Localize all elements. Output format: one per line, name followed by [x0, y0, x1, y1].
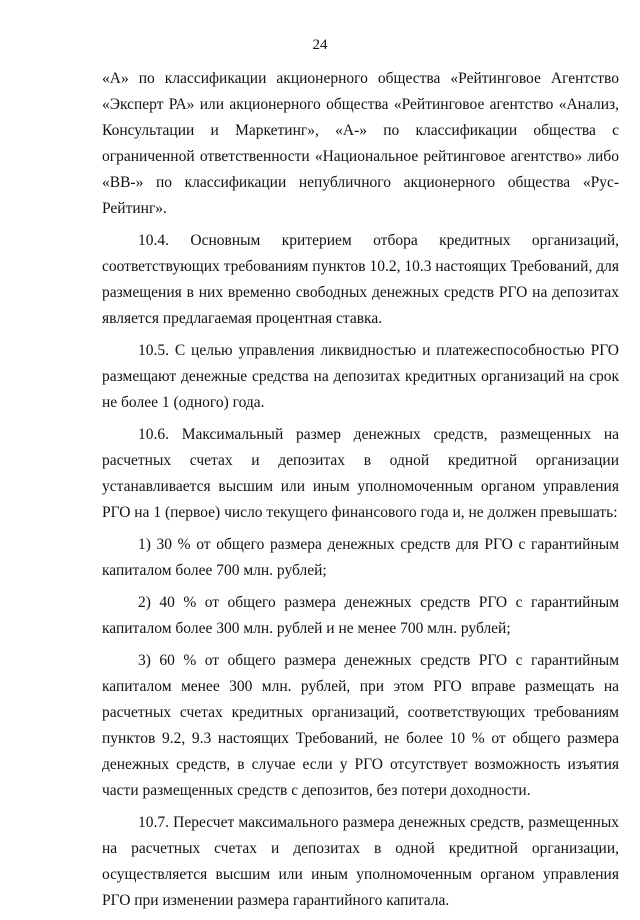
paragraph-10-6: 10.6. Максимальный размер денежных средств, размещенных на расчетных счетах и депозитах в одной кредитной организации устанавливается высшим или иным уполномоченным органом управления РГО на 1 (первое) число текущего финансового года и, не должен превышать: [102, 426, 619, 521]
list-item-10-6-2: 2) 40 % от общего размера денежных средств РГО с гарантийным капиталом более 300 млн. рублей и не менее 700 млн. рублей; [102, 594, 619, 637]
list-item-10-6-1: 1) 30 % от общего размера денежных средств для РГО с гарантийным капиталом более 700 млн. рублей; [102, 536, 619, 579]
document-body [102, 66, 619, 920]
paragraph-10-4: 10.4. Основным критерием отбора кредитных организаций, соответствующих требованиям пунктов 10.2, 10.3 настоящих Требований, для размещения в них временно свободных денежных средств РГО на депозитах является предлагаемая процентная ставка. [102, 232, 619, 327]
paragraph-continuation: «А» по классификации акционерного общества «Рейтинговое Агентство «Эксперт РА» или акционерного общества «Рейтинговое агентство «Анализ, Консультации и Маркетинг», «А-» по классификации общества с ограниченной ответственности «Национальное рейтинговое агентство» либо «ВВ-» по классификации непубличного акционерного общества «Рус-Рейтинг». [102, 70, 619, 217]
paragraph-10-7: 10.7. Пересчет максимального размера денежных средств, размещенных на расчетных счетах и депозитах в одной кредитной организации, осуществляется высшим или иным уполномоченным органом управления РГО при изменении размера гарантийного капитала. [102, 814, 619, 909]
page-number: 24 [312, 37, 328, 53]
paragraph-10-5: 10.5. С целью управления ликвидностью и платежеспособностью РГО размещают денежные средства на депозитах кредитных организаций на срок не более 1 (одного) года. [102, 342, 619, 411]
list-item-10-6-3: 3) 60 % от общего размера денежных средств РГО с гарантийным капиталом менее 300 млн. рублей, при этом РГО вправе размещать на расчетных счетах кредитных организаций, соответствующих требованиям пунктов 9.2, 9.3 настоящих Требований, не более 10 % от общего размера денежных средств, в случае если у РГО отсутствует возможность изъятия части размещенных средств с депозитов, без потери доходности. [102, 652, 619, 799]
